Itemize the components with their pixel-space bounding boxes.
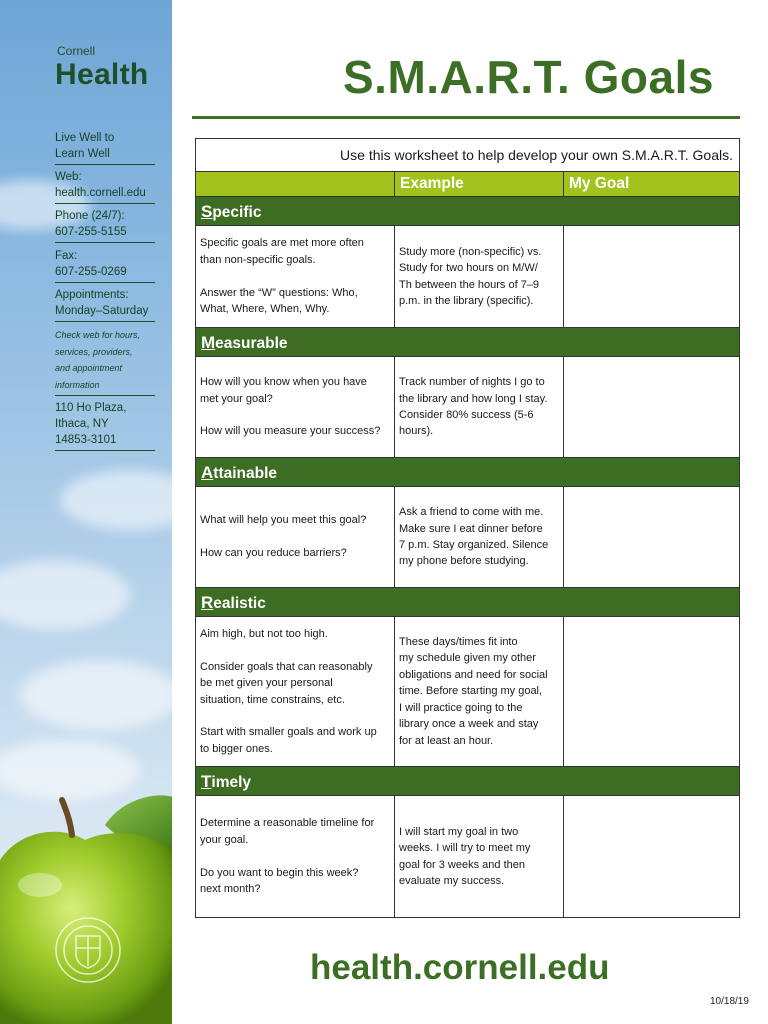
- example-line: Study for two hours on M/W/: [399, 262, 538, 275]
- example-line: evaluate my success.: [399, 874, 505, 887]
- example-line: Consider 80% success (5-6: [399, 409, 534, 421]
- appointments-label: Appointments:: [55, 289, 129, 301]
- example-line: Make sure I eat dinner before: [399, 522, 543, 535]
- sidebar: [0, 0, 172, 1024]
- fax-number: 607-255-0269: [55, 266, 127, 278]
- section-initial: R: [201, 593, 214, 612]
- section-realistic-bar: [196, 588, 739, 617]
- header-my-goal: My Goal: [569, 175, 630, 192]
- apple-image: [0, 790, 172, 1024]
- guidance-cell: [196, 796, 395, 917]
- section-rest: easurable: [215, 335, 288, 352]
- guidance-line: your goal.: [200, 833, 249, 846]
- guidance-line: Aim high, but not too high.: [200, 627, 328, 640]
- guidance-line: met your goal?: [200, 392, 273, 405]
- guidance-line: than non-specific goals.: [200, 253, 316, 266]
- guidance-line: How will you know when you have: [200, 376, 367, 389]
- logo-health-text: Health: [55, 58, 149, 91]
- example-line: These days/times fit into: [399, 636, 518, 649]
- section-rest: imely: [211, 774, 252, 791]
- section-specific-bar: [196, 197, 739, 226]
- guidance-line: Determine a reasonable timeline for: [200, 817, 375, 830]
- example-line: I will start my goal in two: [399, 825, 519, 838]
- example-line: Track number of nights I go to: [399, 376, 545, 389]
- example-cell: [395, 487, 564, 587]
- example-line: time. Before starting my goal,: [399, 685, 543, 698]
- guidance-line: How can you reduce barriers?: [200, 547, 347, 560]
- example-line: obligations and need for social: [399, 668, 548, 681]
- example-line: hours).: [399, 425, 434, 438]
- example-line: library once a week and stay: [399, 718, 539, 731]
- page-title: S.M.A.R.T. Goals: [343, 51, 714, 103]
- example-line: my schedule given my other: [399, 652, 536, 665]
- example-line: 7 p.m. Stay organized. Silence: [399, 539, 549, 551]
- example-line: I will practice going to the: [399, 701, 523, 714]
- table-row: [196, 487, 739, 588]
- logo-cornell-text: Cornell: [57, 44, 96, 58]
- tagline-line: Live Well to: [55, 132, 115, 144]
- cloud-decoration: [20, 660, 172, 730]
- example-cell: [395, 796, 564, 917]
- my-goal-input-cell[interactable]: [564, 796, 739, 917]
- guidance-line: What will help you meet this goal?: [200, 514, 367, 527]
- guidance-line: Answer the “W” questions: Who,: [200, 286, 358, 299]
- table-row: [196, 617, 739, 767]
- example-line: for at least an hour.: [399, 734, 494, 747]
- section-initial: M: [201, 333, 216, 352]
- cloud-decoration: [0, 560, 130, 630]
- example-cell: [395, 357, 564, 457]
- example-cell: [395, 617, 564, 766]
- guidance-line: Start with smaller goals and work up: [200, 726, 377, 739]
- hours-note-line: information: [55, 379, 100, 390]
- section-timely-bar: [196, 767, 739, 796]
- my-goal-input-cell[interactable]: [564, 226, 739, 327]
- example-line: goal for 3 weeks and then: [399, 858, 525, 871]
- guidance-line: next month?: [200, 883, 261, 896]
- table-row: [196, 226, 739, 328]
- goals-worksheet-table: [195, 138, 740, 918]
- tagline-block: [55, 130, 155, 165]
- example-line: weeks. I will try to meet my: [399, 842, 531, 855]
- web-label: Web:: [55, 171, 82, 183]
- example-line: Th between the hours of 7–9: [399, 278, 540, 291]
- table-header-row: [196, 172, 739, 197]
- hours-note-line: Check web for hours,: [55, 330, 141, 340]
- title-divider: [192, 116, 740, 119]
- guidance-line: Consider goals that can reasonably: [200, 660, 373, 673]
- address-block: [55, 400, 155, 451]
- section-attainable-bar: [196, 458, 739, 487]
- section-initial: A: [201, 463, 214, 482]
- address-line: 14853-3101: [55, 434, 117, 446]
- table-row: [196, 796, 739, 917]
- address-line: 110 Ho Plaza,: [55, 402, 127, 414]
- hours-note-block: [55, 327, 155, 396]
- phone-label: Phone (24/7):: [55, 210, 125, 222]
- apple-icon: [0, 790, 172, 1024]
- phone-number[interactable]: 607-255-5155: [55, 226, 127, 238]
- footer-date: 10/18/19: [710, 996, 749, 1007]
- cloud-decoration: [60, 470, 172, 530]
- section-initial: S: [201, 202, 213, 221]
- fax-label: Fax:: [55, 250, 78, 262]
- example-line: my phone before studying.: [399, 555, 529, 568]
- guidance-line: Specific goals are met more often: [200, 237, 364, 250]
- web-link[interactable]: health.cornell.edu: [55, 187, 146, 199]
- web-block: [55, 169, 155, 204]
- address-line: Ithaca, NY: [55, 418, 109, 430]
- table-row: [196, 357, 739, 458]
- guidance-cell: [196, 357, 395, 457]
- example-line: the library and how long I stay.: [399, 392, 548, 405]
- guidance-cell: [196, 487, 395, 587]
- section-rest: ttainable: [213, 465, 278, 482]
- phone-block: [55, 208, 155, 243]
- worksheet-intro: Use this worksheet to help develop your own S.M.A.R.T. Goals.: [196, 139, 739, 172]
- section-initial: T: [201, 772, 212, 791]
- guidance-line: to bigger ones.: [200, 742, 273, 755]
- my-goal-input-cell[interactable]: [564, 617, 739, 766]
- guidance-line: be met given your personal: [200, 677, 333, 690]
- guidance-line: How will you measure your success?: [200, 425, 381, 438]
- guidance-line: What, Where, When, Why.: [200, 303, 330, 316]
- section-rest: ealistic: [213, 595, 266, 612]
- header-blank-cell: [196, 172, 395, 196]
- my-goal-input-cell[interactable]: [564, 487, 739, 587]
- guidance-line: Do you want to begin this week?: [200, 866, 359, 879]
- hours-note-line: and appointment: [55, 363, 123, 373]
- guidance-line: situation, time constrains, etc.: [200, 693, 345, 706]
- header-example: Example: [395, 172, 564, 196]
- tagline-line: Learn Well: [55, 148, 110, 160]
- hours-note-line: services, providers,: [55, 346, 133, 357]
- example-cell: [395, 226, 564, 327]
- section-measurable-bar: [196, 328, 739, 357]
- example-line: p.m. in the library (specific).: [399, 294, 534, 307]
- footer-website-link[interactable]: health.cornell.edu: [310, 948, 610, 987]
- my-goal-input-cell[interactable]: [564, 357, 739, 457]
- section-rest: pecific: [212, 204, 262, 221]
- appointments-block: [55, 287, 155, 322]
- fax-block: [55, 248, 155, 283]
- example-line: Ask a friend to come with me.: [399, 506, 544, 519]
- guidance-cell: [196, 617, 395, 766]
- appointments-days: Monday–Saturday: [55, 305, 149, 317]
- example-line: Study more (non-specific) vs.: [399, 245, 542, 258]
- guidance-cell: [196, 226, 395, 327]
